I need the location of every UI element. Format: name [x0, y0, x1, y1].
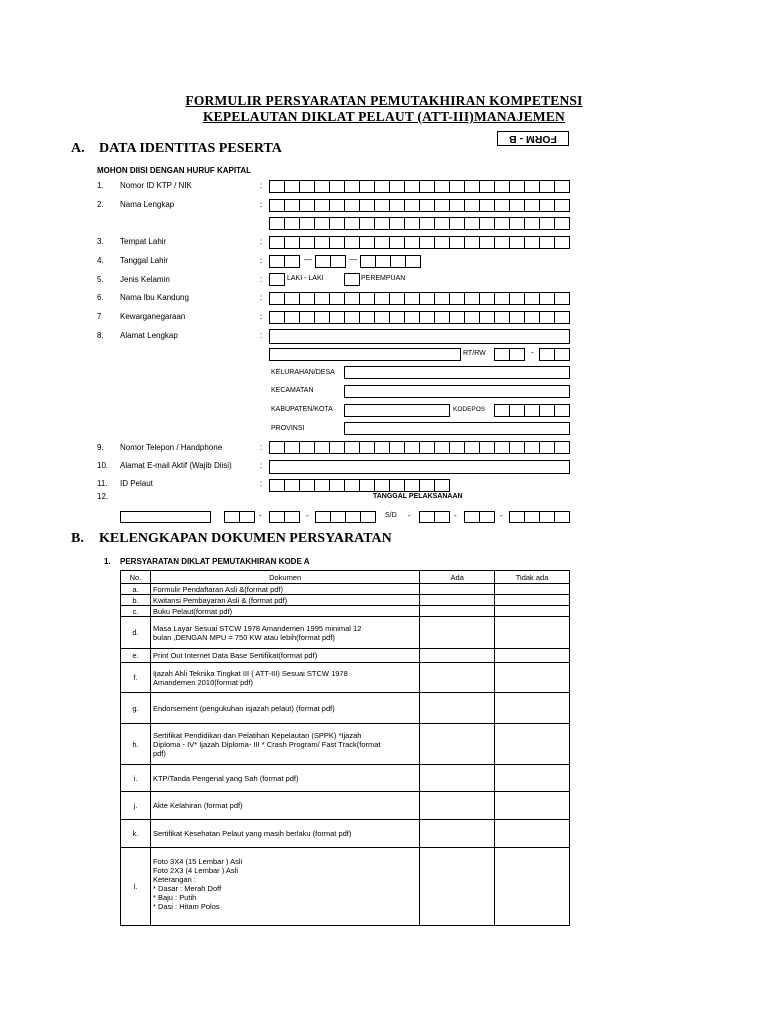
subsection-number: 1. [104, 557, 111, 566]
kabupaten-label: KABUPATEN/KOTA [271, 406, 333, 413]
rt-rw-separator: - [531, 348, 534, 357]
row-no: 7 [97, 312, 102, 321]
row-no: 6. [97, 293, 104, 302]
table-row [121, 584, 570, 595]
colon: : [260, 275, 263, 284]
row-no: 10. [97, 461, 109, 470]
tanggal-lahir-month[interactable] [315, 255, 346, 268]
ada-cell[interactable] [420, 663, 495, 693]
rt-boxes[interactable] [494, 348, 525, 361]
kodepos-label: KODEPOS [453, 406, 486, 413]
row-label-kewarganegaraan: Kewarganegaraan [120, 312, 186, 321]
row-no: c. [121, 606, 151, 617]
date-separator: - [408, 511, 411, 520]
ada-cell[interactable] [420, 820, 495, 848]
pelaksanaan-field[interactable] [120, 511, 211, 523]
row-doc: Ijazah Ahli Teknika Tingkat III ( ATT-III) Sesuai STCW 1978 Amandemen 2010(format pdf) [150, 663, 419, 693]
tidak-ada-cell[interactable] [495, 792, 570, 820]
row-doc: Formulir Pendaftaran Asli &(format pdf) [150, 584, 419, 595]
kecamatan-field[interactable] [344, 385, 570, 398]
email-field[interactable] [269, 460, 570, 474]
form-title-line2: KEPELAUTAN DIKLAT PELAUT (ATT-III)MANAJEMEN [202, 109, 566, 124]
row-label-alamat: Alamat Lengkap [120, 331, 178, 340]
rw-boxes[interactable] [539, 348, 570, 361]
nama-boxes-line1[interactable] [269, 199, 570, 212]
colon: : [260, 200, 263, 209]
row-no: b. [121, 595, 151, 606]
end-day-boxes[interactable] [419, 511, 450, 523]
tidak-ada-cell[interactable] [495, 606, 570, 617]
tidak-ada-cell[interactable] [495, 595, 570, 606]
header-no: No. [121, 571, 151, 584]
colon: : [260, 181, 263, 190]
row-no: 1. [97, 181, 104, 190]
tidak-ada-cell[interactable] [495, 584, 570, 595]
ada-cell[interactable] [420, 765, 495, 792]
header-dokumen: Dokumen [150, 571, 419, 584]
tidak-ada-cell[interactable] [495, 848, 570, 926]
kecamatan-label: KECAMATAN [271, 387, 314, 394]
gender-female-label: PEREMPUAN [361, 275, 406, 282]
subsection-title: PERSYARATAN DIKLAT PEMUTAKHIRAN KODE A [120, 557, 310, 566]
table-row [121, 765, 570, 792]
row-no: l. [121, 848, 151, 926]
row-no: 4. [97, 256, 104, 265]
row-no: e. [121, 649, 151, 663]
section-a-letter: A. [71, 141, 85, 156]
ada-cell[interactable] [420, 792, 495, 820]
row-label-email: Alamat E-mail Aktif (Wajib Diisi) [120, 461, 232, 470]
date-separator: — [349, 255, 357, 264]
ada-cell[interactable] [420, 606, 495, 617]
table-row [121, 617, 570, 649]
ada-cell[interactable] [420, 693, 495, 724]
start-month-boxes[interactable] [269, 511, 300, 523]
kelurahan-label: KELURAHAN/DESA [271, 369, 335, 376]
row-label-telepon: Nomor Telepon / Handphone [120, 443, 223, 452]
tanggal-lahir-year[interactable] [360, 255, 421, 268]
table-row [121, 606, 570, 617]
tidak-ada-cell[interactable] [495, 663, 570, 693]
tidak-ada-cell[interactable] [495, 617, 570, 649]
table-row [121, 820, 570, 848]
section-b-letter: B. [71, 531, 84, 546]
row-no: j. [121, 792, 151, 820]
row-label-nik: Nomor ID KTP / NIK [120, 181, 192, 190]
sd-label: S/D [385, 512, 397, 519]
tempat-lahir-boxes[interactable] [269, 236, 570, 249]
kewarganegaraan-boxes[interactable] [269, 311, 570, 324]
header-tidak-ada: Tidak ada [495, 571, 570, 584]
row-no: 2. [97, 200, 104, 209]
section-b-title: KELENGKAPAN DOKUMEN PERSYARATAN [99, 531, 392, 546]
id-pelaut-boxes[interactable] [269, 479, 450, 492]
kabupaten-field[interactable] [344, 404, 450, 417]
date-separator: - [306, 511, 309, 520]
colon: : [260, 256, 263, 265]
colon: : [260, 237, 263, 246]
alamat-line1-field[interactable] [269, 329, 570, 344]
form-code-badge: FORM - B [497, 131, 569, 146]
row-doc: Sertifikat Kesehatan Pelaut yang masih berlaku (format pdf) [150, 820, 419, 848]
table-row [121, 595, 570, 606]
start-day-boxes[interactable] [224, 511, 255, 523]
nik-boxes[interactable] [269, 180, 570, 193]
tidak-ada-cell[interactable] [495, 820, 570, 848]
tanggal-pelaksanaan-label: TANGGAL PELAKSANAAN [373, 493, 463, 500]
form-title-line1: FORMULIR PERSYARATAN PEMUTAKHIRAN KOMPETENSI [185, 93, 583, 108]
kelurahan-field[interactable] [344, 366, 570, 379]
date-separator: - [454, 511, 457, 520]
tidak-ada-cell[interactable] [495, 765, 570, 792]
row-no: d. [121, 617, 151, 649]
row-label-jenis-kelamin: Jenis Kelamin [120, 275, 170, 284]
colon: : [260, 293, 263, 302]
row-doc: Akte Kelahiran (format pdf) [150, 792, 419, 820]
end-month-boxes[interactable] [464, 511, 495, 523]
gender-male-label: LAKI - LAKI [287, 275, 324, 282]
row-doc: KTP/Tanda Pengenal yang Sah (format pdf) [150, 765, 419, 792]
table-row [121, 848, 570, 926]
ada-cell[interactable] [420, 724, 495, 765]
ada-cell[interactable] [420, 848, 495, 926]
row-no: h. [121, 724, 151, 765]
instruction-text: MOHON DIISI DENGAN HURUF KAPITAL [97, 166, 252, 175]
date-separator: - [500, 511, 503, 520]
table-row [121, 663, 570, 693]
row-doc: Buku Pelaut(format pdf) [150, 606, 419, 617]
row-doc: Endorsement (pengukuhan isjazah pelaut) (format pdf) [150, 693, 419, 724]
tidak-ada-cell[interactable] [495, 724, 570, 765]
row-doc: Kwitansi Pembayaran Asli & (format pdf) [150, 595, 419, 606]
tanggal-lahir-day[interactable] [269, 255, 300, 268]
tidak-ada-cell[interactable] [495, 693, 570, 724]
ibu-boxes[interactable] [269, 292, 570, 305]
colon: : [260, 479, 263, 488]
row-no: f. [121, 663, 151, 693]
provinsi-field[interactable] [344, 422, 570, 435]
row-doc: Print Out Internet Data Base Sertifikat(format pdf) [150, 649, 419, 663]
row-label-id-pelaut: ID Pelaut [120, 479, 153, 488]
table-row [121, 693, 570, 724]
rt-rw-label: RT/RW [463, 350, 486, 357]
row-no: i. [121, 765, 151, 792]
row-no: 8. [97, 331, 104, 340]
colon: : [260, 331, 263, 340]
ada-cell[interactable] [420, 649, 495, 663]
row-no: g. [121, 693, 151, 724]
gender-male-checkbox[interactable] [269, 273, 285, 286]
row-no: a. [121, 584, 151, 595]
documents-table [120, 570, 570, 926]
row-no: 3. [97, 237, 104, 246]
header-ada: Ada [420, 571, 495, 584]
table-row [121, 649, 570, 663]
row-no: 5. [97, 275, 104, 284]
row-doc: Sertifikat Pendidikan dan Pelatihan Kepelautan (SPPK) *Ijazah Diploma - IV* Ijazah Diploma- III * Crash Program/ Fast Track(format pdf) [150, 724, 419, 765]
tidak-ada-cell[interactable] [495, 649, 570, 663]
ada-cell[interactable] [420, 584, 495, 595]
start-year-boxes[interactable] [315, 511, 376, 523]
table-header-row [121, 571, 570, 584]
row-label-tempat-lahir: Tempat Lahir [120, 237, 167, 246]
row-no: 11. [97, 479, 108, 488]
ada-cell[interactable] [420, 595, 495, 606]
row-no: k. [121, 820, 151, 848]
row-label-tanggal-lahir: Tanggal Lahir [120, 256, 169, 265]
section-a-title: DATA IDENTITAS PESERTA [99, 141, 282, 156]
date-separator: — [304, 255, 312, 264]
date-separator: - [259, 511, 262, 520]
table-row [121, 724, 570, 765]
row-doc: Foto 3X4 (15 Lembar ) Asli Foto 2X3 (4 Lembar ) Asli Keterangan : * Dasar : Merah Doff * Baju : Putih * Dasi : Hitam Polos [150, 848, 419, 926]
row-doc: Masa Layar Sesuai STCW 1978 Amandemen 1995 minimal 12 bulan ,DENGAN MPU = 750 KW atau lebih(format pdf) [150, 617, 419, 649]
row-no: 9. [97, 443, 104, 452]
end-year-boxes[interactable] [509, 511, 570, 523]
row-label-ibu: Nama Ibu Kandung [120, 293, 189, 302]
colon: : [260, 443, 263, 452]
row-label-nama: Nama Lengkap [120, 200, 175, 209]
nama-boxes-line2[interactable] [269, 217, 570, 230]
section-b-heading [71, 531, 392, 547]
provinsi-label: PROVINSI [271, 425, 305, 432]
colon: : [260, 312, 263, 321]
ada-cell[interactable] [420, 617, 495, 649]
row-no: 12. [97, 492, 109, 501]
kodepos-boxes[interactable] [494, 404, 570, 417]
alamat-line2-field[interactable] [269, 348, 461, 361]
telepon-boxes[interactable] [269, 441, 570, 454]
colon: : [260, 461, 263, 470]
gender-female-checkbox[interactable] [344, 273, 360, 286]
section-a-heading [71, 141, 282, 157]
table-row [121, 792, 570, 820]
